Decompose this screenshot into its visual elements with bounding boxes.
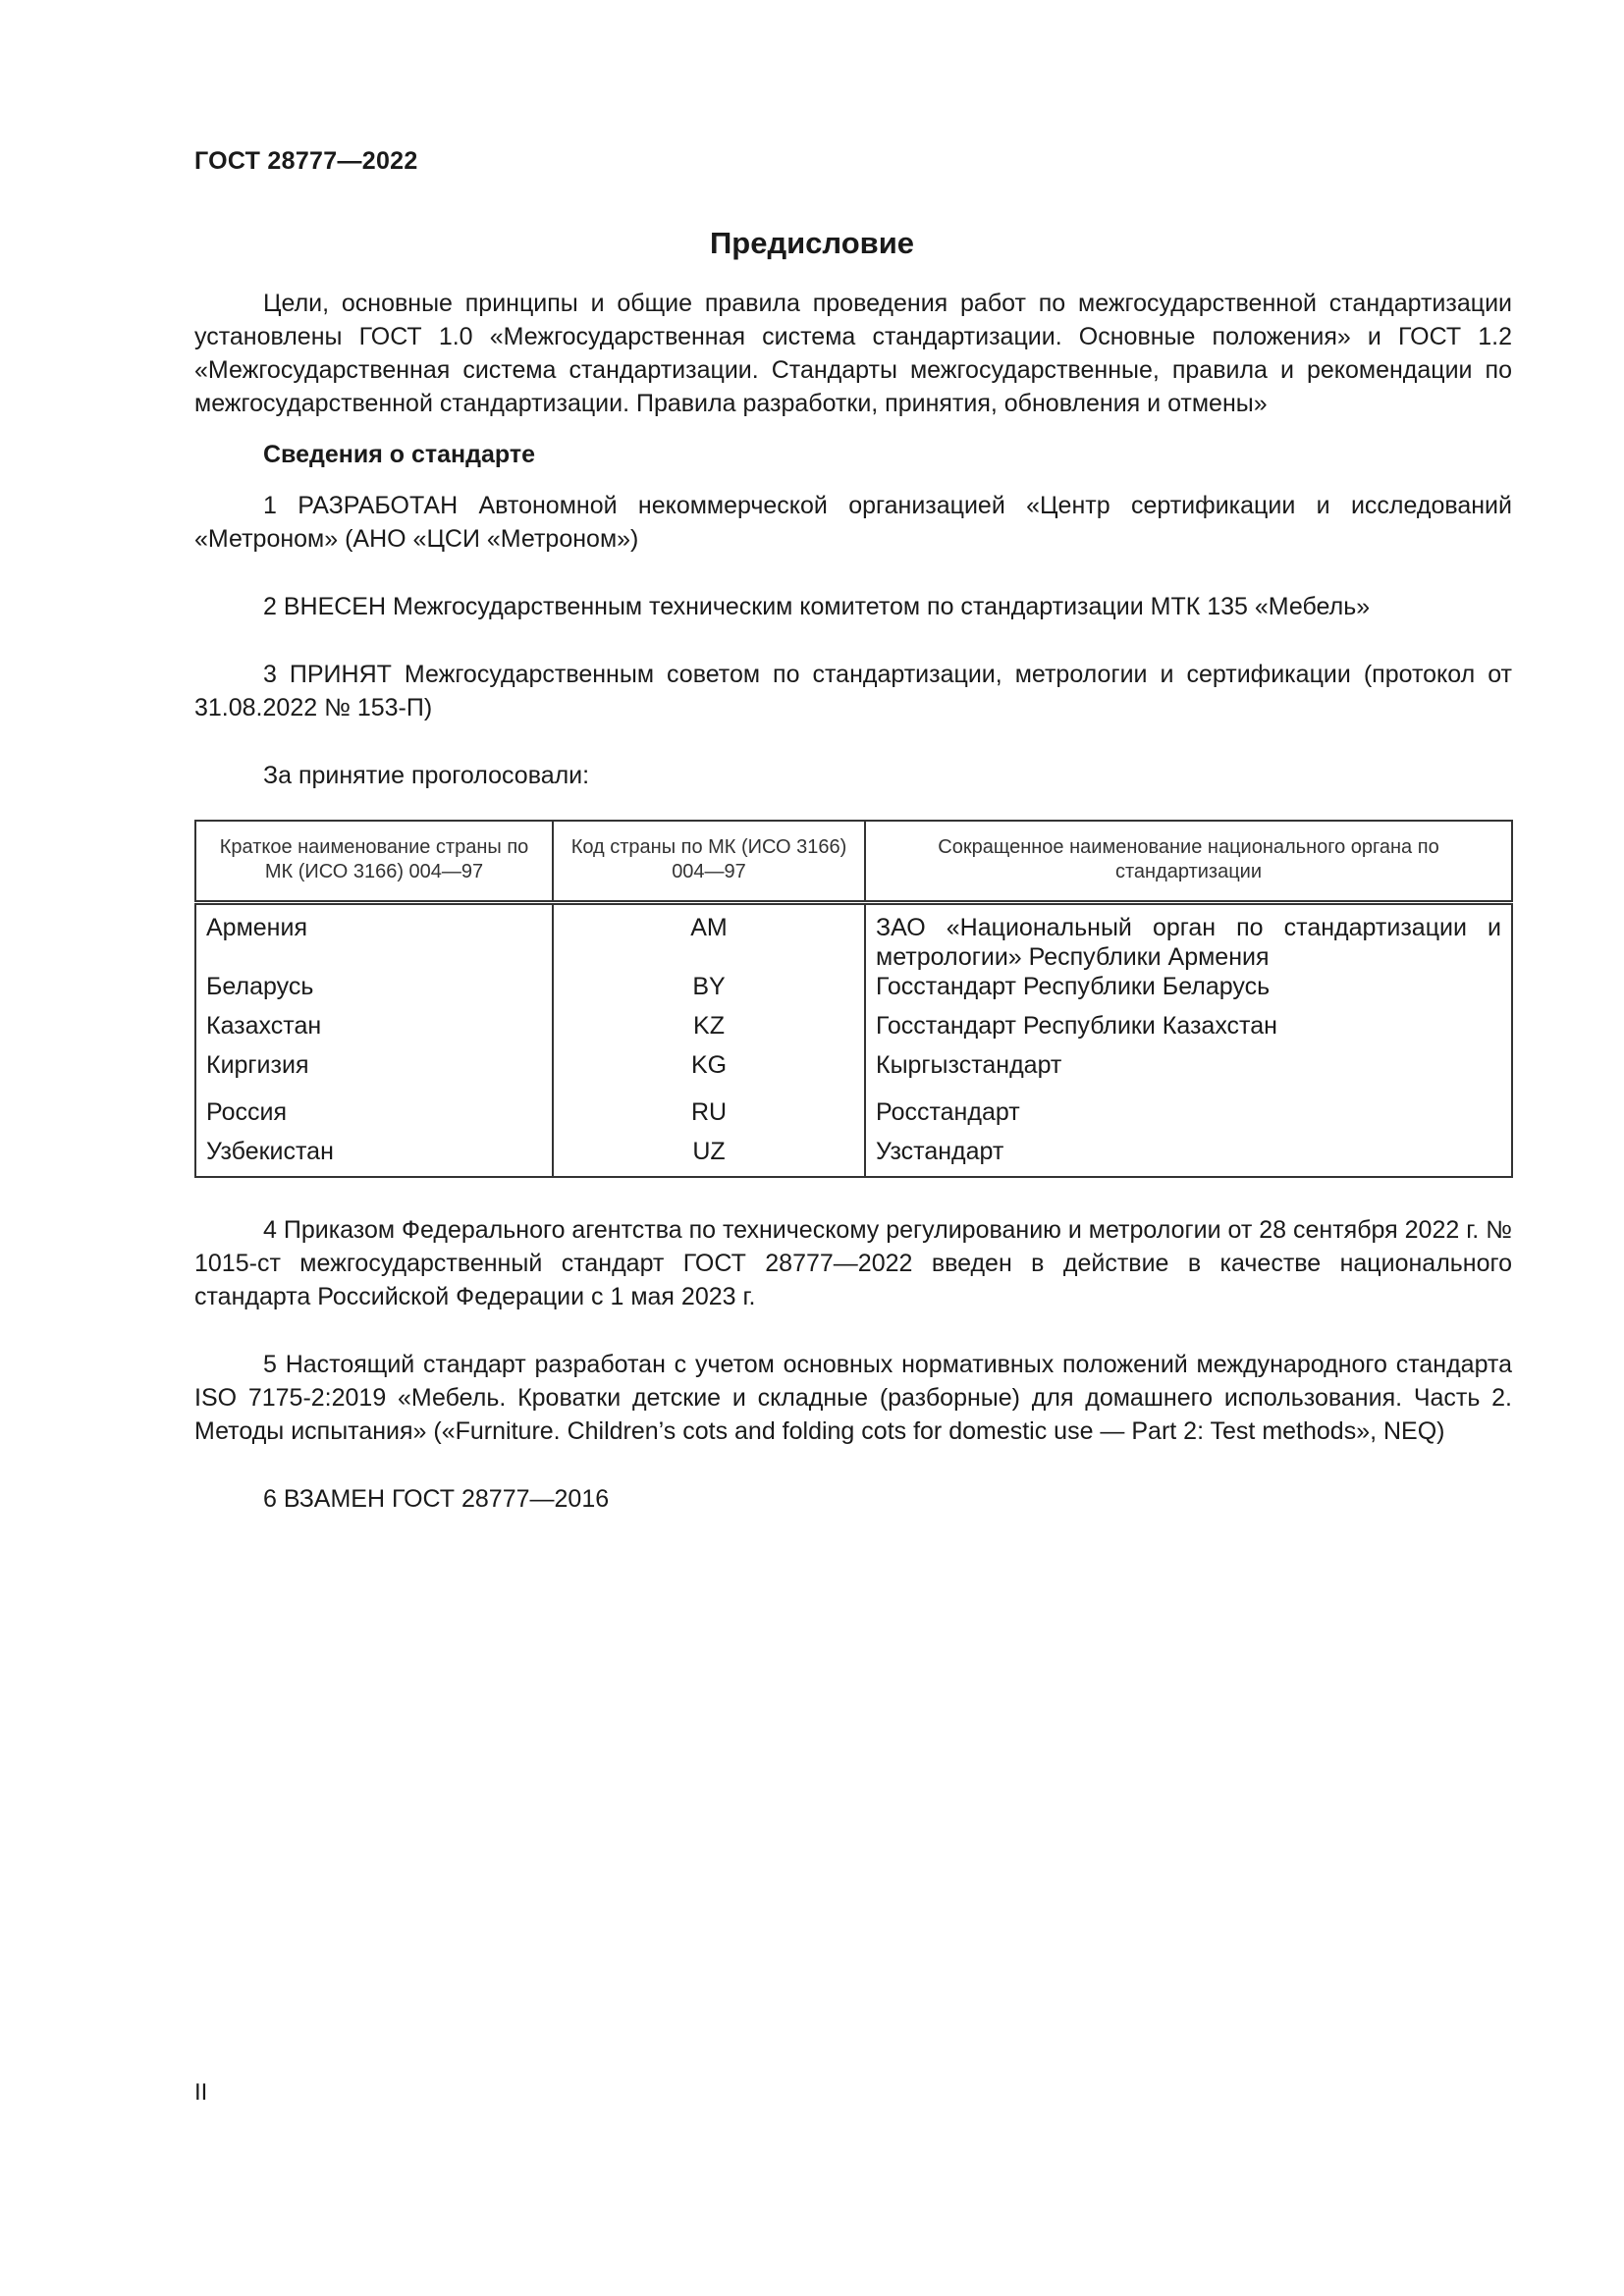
table-row: [195, 1011, 1512, 1050]
country-name-cell: Киргизия: [195, 1050, 553, 1097]
column-header-code: Код страны по МК (ИСО 3166) 004—97: [553, 821, 865, 903]
country-code-cell: AM: [553, 903, 865, 973]
country-name-cell: Узбекистан: [195, 1137, 553, 1177]
authority-cell: Госстандарт Республики Беларусь: [865, 972, 1512, 1011]
table-header-row: [195, 821, 1512, 903]
authority-cell: ЗАО «Национальный орган по стандартизации и метрологии» Республики Армения: [865, 903, 1512, 973]
item-replaces: 6 ВЗАМЕН ГОСТ 28777—2016: [263, 1485, 610, 1513]
item-developed: 1 РАЗРАБОТАН Автономной некоммерческой организацией «Центр сертификации и исследований «Метроном» (АНО «ЦСИ «Метроном»): [194, 492, 1512, 553]
country-code-cell: KG: [553, 1050, 865, 1097]
standard-info-heading: Сведения о стандарте: [263, 441, 536, 468]
authority-cell: Кыргызстандарт: [865, 1050, 1512, 1097]
country-name-cell: Беларусь: [195, 972, 553, 1011]
column-header-country: Краткое наименование страны по МК (ИСО 3166) 004—97: [195, 821, 553, 903]
authority-cell: Узстандарт: [865, 1137, 1512, 1177]
authority-cell: Росстандарт: [865, 1097, 1512, 1137]
country-code-cell: UZ: [553, 1137, 865, 1177]
item-basis: 5 Настоящий стандарт разработан с учетом основных нормативных положений международного стандарта ISO 7175-2:2019 «Мебель. Кроватки детские и складные (разборные) для домашнего использования. Часть 2. Методы испытания» («Furniture. Children’s cots and folding cots for domestic use — Part 2: Test methods», NEQ): [194, 1351, 1512, 1445]
voted-label: За принятие проголосовали:: [263, 762, 590, 789]
country-name-cell: Казахстан: [195, 1011, 553, 1050]
page-title: Предисловие: [709, 226, 914, 260]
intro-paragraph: Цели, основные принципы и общие правила проведения работ по межгосударственной стандартизации установлены ГОСТ 1.0 «Межгосударственная система стандартизации. Основные положения» и ГОСТ 1.2 «Межгосударственная система стандартизации. Стандарты межгосударственные, правила и рекомендации по межгосударственной стандартизации. Правила разработки, принятия, обновления и отмены»: [194, 290, 1512, 417]
country-code-cell: BY: [553, 972, 865, 1011]
country-code-cell: RU: [553, 1097, 865, 1137]
table-row: [195, 1137, 1512, 1177]
table-row: [195, 1050, 1512, 1097]
country-name-cell: Россия: [195, 1097, 553, 1137]
item-adopted: 3 ПРИНЯТ Межгосударственным советом по стандартизации, метрологии и сертификации (протокол от 31.08.2022 № 153-П): [194, 661, 1512, 721]
table-row: [195, 903, 1512, 973]
authority-cell: Госстандарт Республики Казахстан: [865, 1011, 1512, 1050]
foreword-body: [194, 287, 1512, 1550]
item-introduced: 2 ВНЕСЕН Межгосударственным техническим комитетом по стандартизации МТК 135 «Мебель»: [263, 593, 1371, 620]
table-row: [195, 972, 1512, 1011]
country-name-cell: Армения: [195, 903, 553, 973]
table-row: [195, 1097, 1512, 1137]
page-number: II: [194, 2079, 208, 2106]
document-id-header: ГОСТ 28777—2022: [194, 147, 418, 175]
voting-countries-table: [194, 820, 1513, 1178]
item-enacted: 4 Приказом Федерального агентства по техническому регулированию и метрологии от 28 сентября 2022 г. № 1015-ст межгосударственный стандарт ГОСТ 28777—2022 введен в действие в качестве национального стандарта Российской Федерации с 1 мая 2023 г.: [194, 1216, 1512, 1310]
country-code-cell: KZ: [553, 1011, 865, 1050]
column-header-authority: Сокращенное наименование национального органа по стандартизации: [865, 821, 1512, 903]
